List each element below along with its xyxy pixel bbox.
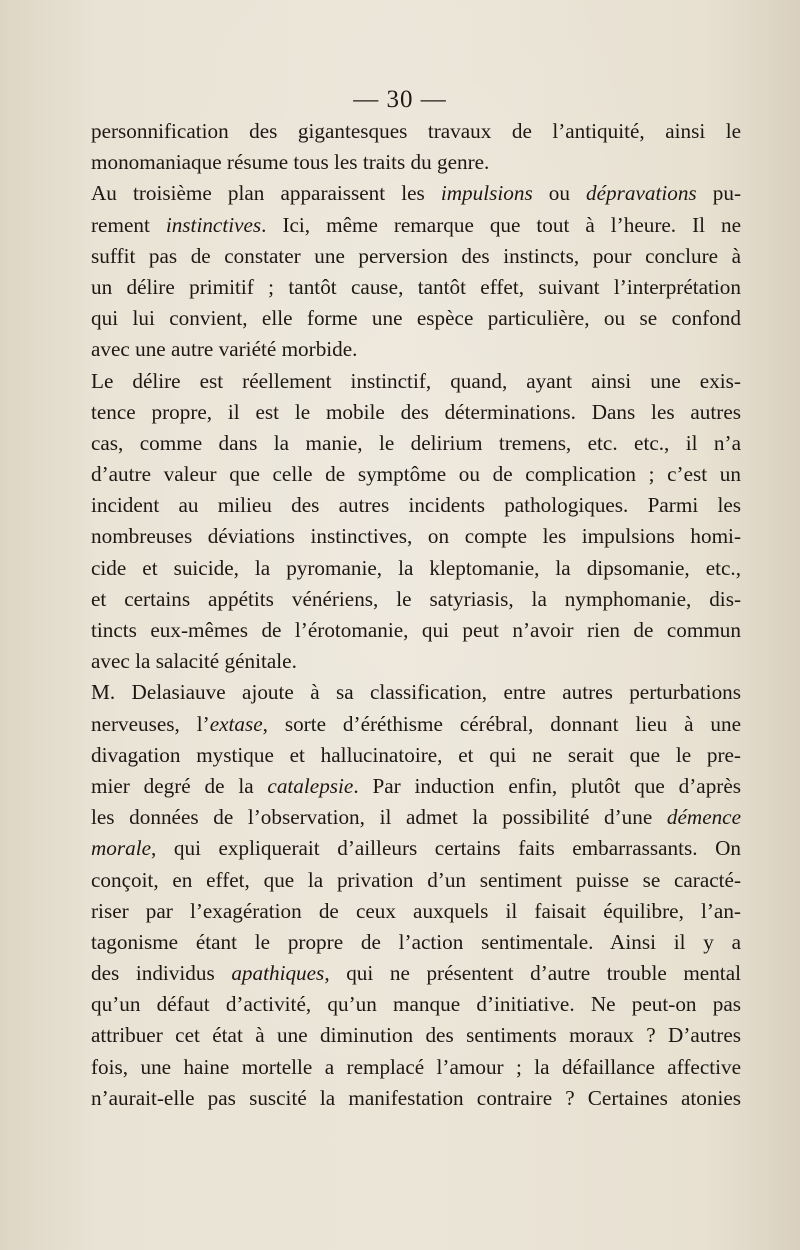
text-segment: nerveuses, l’ [91,711,210,736]
text-line [91,210,741,241]
text-line [91,521,741,552]
text-line [91,740,741,771]
text-segment: tagonisme étant le propre de l’action sentimentale. Ainsi il y a [91,929,741,954]
text-line [91,802,741,833]
text-line [91,303,741,334]
text-line [91,833,741,864]
text-line [91,865,741,896]
text-segment: qu’un défaut d’activité, qu’un manque d’initiative. Ne peut-on pas [91,992,741,1017]
italic-text: apathiques [231,961,325,986]
text-segment: rement [91,212,166,237]
italic-text: impulsions [440,181,533,206]
text-line [91,927,741,958]
text-line [91,1020,741,1051]
text-line [91,709,741,740]
text-line [91,272,741,303]
page-number: — 30 — [353,86,447,113]
text-segment: , qui ne présentent d’autre trouble mental [324,961,741,986]
italic-text: catalepsie [267,773,354,798]
text-segment: attribuer cet état à une diminution des sentiments moraux ? D’autres [91,1023,741,1048]
text-segment: avec la salacité génitale. [91,649,297,674]
text-segment: mier degré de la [91,773,268,798]
text-line [91,615,741,646]
text-segment: , qui expliquerait d’ailleurs certains faits embarrassants. On [151,836,741,861]
text-segment: cide et suicide, la pyromanie, la kleptomanie, la dipsomanie, etc., [91,555,741,580]
text-segment: tence propre, il est le mobile des déterminations. Dans les autres [91,399,741,424]
text-segment: personnification des gigantesques travaux de l’antiquité, ainsi le [91,119,741,143]
text-segment: pu- [696,181,741,206]
text-segment: ou [532,181,587,206]
italic-text: instinctives [165,212,262,237]
text-segment: Le délire est réellement instinctif, quand, ayant ainsi une exis- [91,368,741,393]
text-segment: riser par l’exagération de ceux auxquels il faisait équilibre, l’an- [91,898,741,923]
text-line [91,553,741,584]
text-segment: fois, une haine mortelle a remplacé l’amour ; la défaillance affective [91,1054,741,1079]
text-segment: avec une autre variété morbide. [91,337,358,362]
italic-text: morale [91,836,152,861]
italic-text: dépravations [586,181,697,206]
italic-text: extase [209,711,263,736]
text-segment: des individus [91,961,232,986]
text-line [91,459,741,490]
text-segment: suffit pas de constater une perversion des instincts, pour conclure à [91,243,741,268]
text-line [91,178,741,209]
text-line [91,989,741,1020]
text-line [91,646,741,677]
text-segment: Au troisième plan apparaissent les [91,181,441,206]
text-segment: les données de l’observation, il admet la possibilité d’une [91,805,667,830]
text-segment: qui lui convient, elle forme une espèce particulière, ou se confond [91,306,741,331]
text-segment: tincts eux-mêmes de l’érotomanie, qui peut n’avoir rien de commun [91,618,741,642]
body-text [91,116,741,1114]
text-segment: . Par induction enfin, plutôt que d’après [353,773,741,798]
text-segment: incident au milieu des autres incidents pathologiques. Parmi les [91,493,741,518]
text-line [91,116,741,147]
text-line [91,397,741,428]
text-line [91,334,741,365]
text-line [91,147,741,178]
text-line [91,958,741,989]
text-segment: divagation mystique et hallucinatoire, et qui ne serait que le pre- [91,742,741,767]
text-segment: monomaniaque résume tous les traits du genre. [91,150,490,175]
text-line [91,1052,741,1083]
text-segment: M. Delasiauve ajoute à sa classification, entre autres perturbations [91,680,741,705]
text-segment: conçoit, en effet, que la privation d’un sentiment puisse se caracté- [91,867,741,892]
text-segment: un délire primitif ; tantôt cause, tantôt effet, suivant l’interprétation [91,274,741,299]
text-line [91,241,741,272]
text-line [91,677,741,708]
text-line [91,771,741,802]
text-segment: n’aurait-elle pas suscité la manifestation contraire ? Certaines atonies [91,1085,741,1110]
text-line [91,1083,741,1114]
text-segment: d’autre valeur que celle de symptôme ou de complication ; c’est un [91,462,741,487]
text-segment: et certains appétits vénériens, le satyriasis, la nymphomanie, dis- [91,586,741,611]
text-segment: cas, comme dans la manie, le delirium tremens, etc. etc., il n’a [91,430,741,455]
text-segment: nombreuses déviations instinctives, on compte les impulsions homi- [91,524,741,549]
text-line [91,366,741,397]
text-line [91,896,741,927]
text-segment: , sorte d’éréthisme cérébral, donnant lieu à une [262,711,741,736]
text-line [91,490,741,521]
italic-text: démence [666,805,741,830]
text-line [91,428,741,459]
text-line [91,584,741,615]
text-segment: . Ici, même remarque que tout à l’heure. Il ne [261,212,742,237]
